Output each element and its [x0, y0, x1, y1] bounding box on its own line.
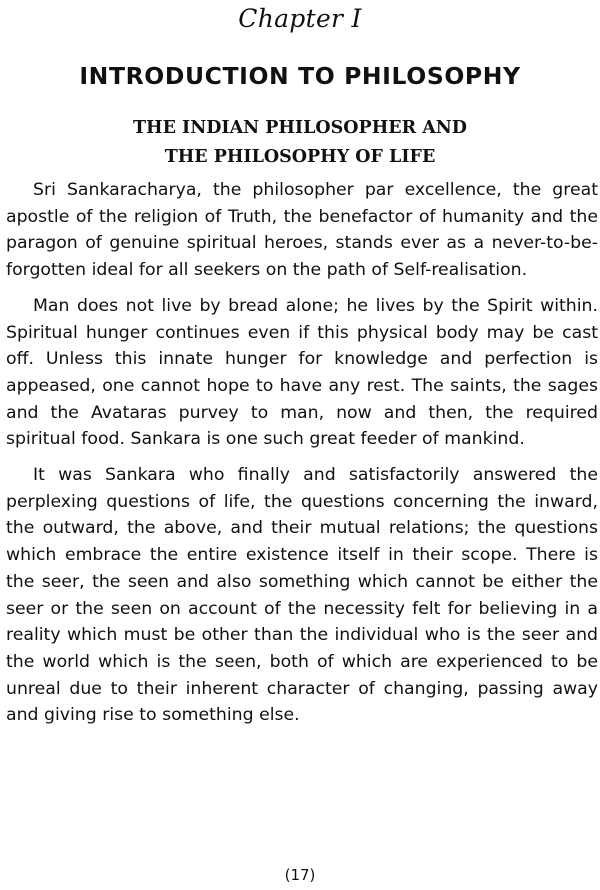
- paragraph-2: Man does not live by bread alone; he lives by the Spirit within. Spiritual hunger continues even if this physical body may be cast off. Unless this innate hunger for knowledge and perfection is appeased, one cannot hope to have any rest. The saints, the sages and the Avataras purvey to man, now and then, the required spiritual food. Sankara is one such great feeder of mankind.: [6, 295, 598, 450]
- paragraph-3: It was Sankara who finally and satisfactorily answered the perplexing questions of life, the questions concerning the inward, the outward, the above, and their mutual relations; the questions which embrace the entire existence itself in their scope. There is the seer, the seen and also something which cannot be either the seer or the seen on account of the necessity felt for believing in a reality which must be other than the individual who is the seer and the world which is the seen, both of which are experienced to be unreal due to their inherent character of changing, passing away and giving rise to something else.: [6, 465, 598, 726]
- section-heading: [0, 114, 600, 172]
- chapter-label: Chapter I: [238, 4, 362, 33]
- page-title: INTRODUCTION TO PHILOSOPHY: [79, 62, 521, 90]
- section-heading-line-1: THE INDIAN PHILOSOPHER AND: [133, 118, 467, 138]
- paragraph-1: Sri Sankaracharya, the philosopher par excellence, the great apostle of the religion of Truth, the benefactor of humanity and the paragon of genuine spiritual heroes, stands ever as a never-to-be-forgotten ideal for all seekers on the path of Self-realisation.: [6, 180, 598, 281]
- section-heading-line-2: THE PHILOSOPHY OF LIFE: [164, 147, 436, 167]
- page-number: (17): [284, 866, 316, 884]
- body-text: [6, 177, 598, 738]
